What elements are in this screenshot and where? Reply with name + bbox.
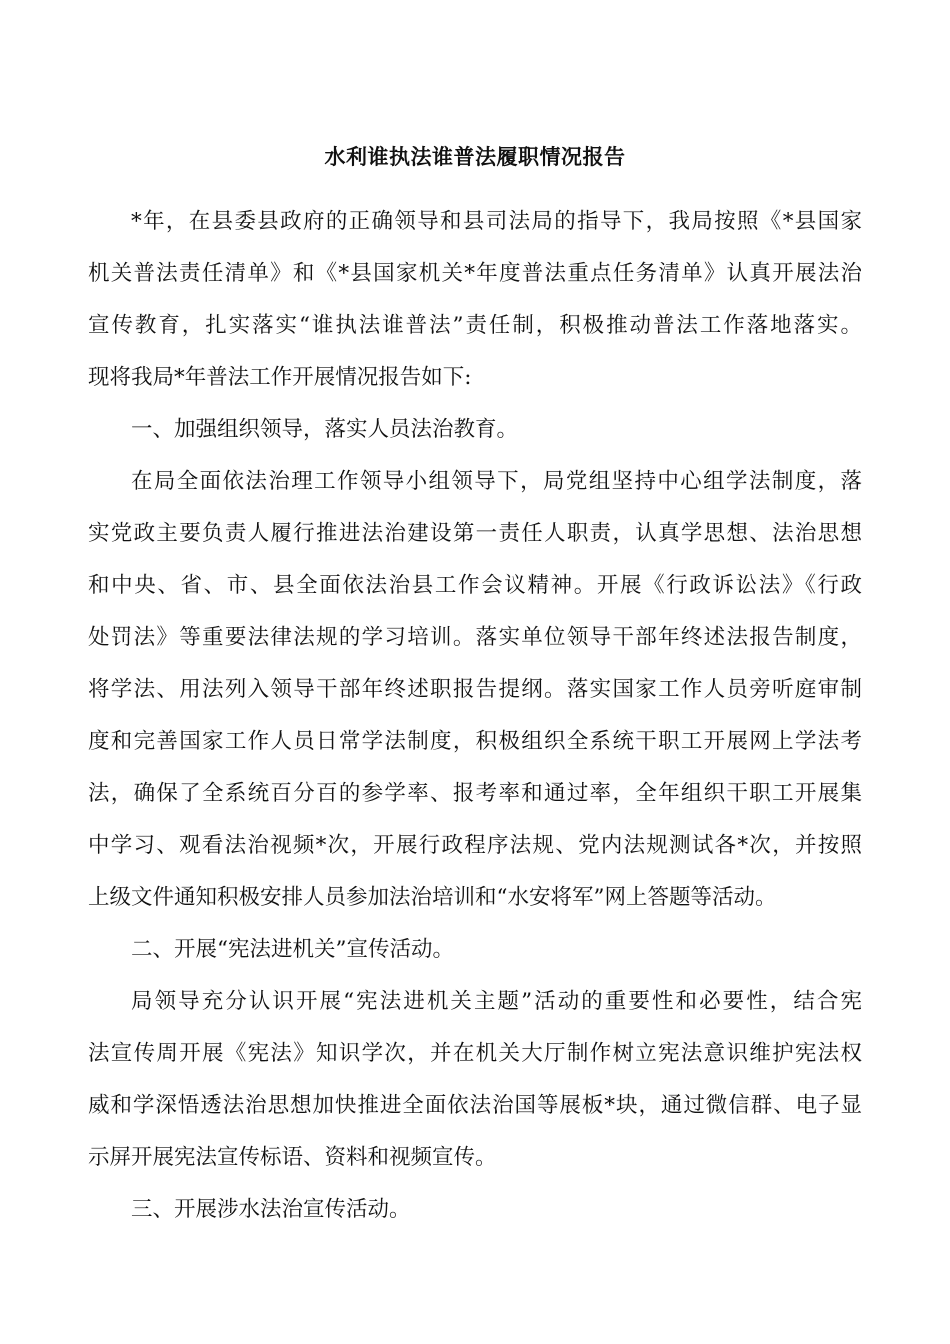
text-line: 宣传教育，扎实落实“谁执法谁普法”责任制，积极推动普法工作落地落实。: [88, 313, 862, 338]
text-line: 机关普法责任清单》和《*县国家机关*年度普法重点任务清单》认真开展法治: [88, 261, 862, 286]
document-title: 水利谁执法谁普法履职情况报告: [324, 144, 626, 169]
text-line: 度和完善国家工作人员日常学法制度，积极组织全系统干职工开展网上学法考: [88, 729, 862, 754]
text-line: 威和学深悟透法治思想加快推进全面依法治国等展板*块，通过微信群、电子显: [88, 1093, 862, 1118]
text-line: *年，在县委县政府的正确领导和县司法局的指导下，我局按照《*县国家: [131, 209, 862, 234]
text-line: 示屏开展宪法宣传标语、资料和视频宣传。: [88, 1145, 497, 1170]
text-line: 处罚法》等重要法律法规的学习培训。落实单位领导干部年终述法报告制度，: [88, 625, 862, 650]
section-heading: 一、加强组织领导，落实人员法治教育。: [131, 417, 519, 442]
text-line: 实党政主要负责人履行推进法治建设第一责任人职责，认真学思想、法治思想: [88, 521, 862, 546]
text-line: 中学习、观看法治视频*次，开展行政程序法规、党内法规测试各*次，并按照: [88, 833, 862, 858]
section-heading: 二、开展“宪法进机关”宣传活动。: [131, 937, 454, 962]
text-line: 局领导充分认识开展“宪法进机关主题”活动的重要性和必要性，结合宪: [131, 989, 862, 1014]
document-body: [88, 196, 862, 1236]
text-line: 和中央、省、市、县全面依法治县工作会议精神。开展《行政诉讼法》《行政: [88, 573, 862, 598]
text-line: 在局全面依法治理工作领导小组领导下，局党组坚持中心组学法制度，落: [131, 469, 862, 494]
section-heading: 三、开展涉水法治宣传活动。: [131, 1197, 411, 1222]
text-line: 上级文件通知积极安排人员参加法治培训和“水安将军”网上答题等活动。: [88, 885, 777, 910]
text-line: 将学法、用法列入领导干部年终述职报告提纲。落实国家工作人员旁听庭审制: [88, 677, 862, 702]
text-line: 法宣传周开展《宪法》知识学次，并在机关大厅制作树立宪法意识维护宪法权: [88, 1041, 862, 1066]
text-line: 法，确保了全系统百分百的参学率、报考率和通过率，全年组织干职工开展集: [88, 781, 862, 806]
text-line: 现将我局*年普法工作开展情况报告如下:: [88, 365, 472, 390]
